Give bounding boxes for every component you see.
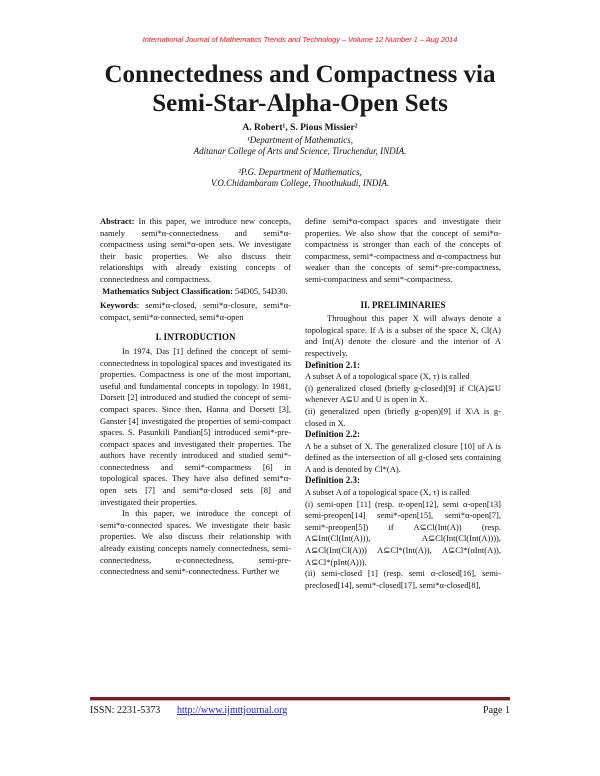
paragraph: (ii) generalized open (briefly g-open)[9] if X\A is g-closed in X. xyxy=(305,405,501,428)
paragraph: Throughout this paper X will always denote a topological space. If A is a subset of the space X, Cl(A) and Int(A) denote the closure and the interior of A respectively. xyxy=(305,313,501,358)
paragraph: A subset A of a topological space (X, τ) is called xyxy=(305,487,470,498)
paragraph: A be a subset of X. The generalized closure [10] of A is defined as the intersection of all g-closed sets containing A and is denoted by Cl*(A). xyxy=(305,440,501,474)
page-number: Page 1 xyxy=(483,705,510,716)
paragraph: A subset A of a topological space (X, τ) is called xyxy=(305,371,470,382)
definition-heading: Definition 2.2: xyxy=(305,429,360,440)
abstract xyxy=(100,216,291,286)
affiliation: ¹Department of Mathematics, xyxy=(247,134,353,145)
author-names: A. Robert¹, S. Pious Missier² xyxy=(242,123,358,133)
msc-text: 54D05, 54D30. xyxy=(232,285,288,296)
definition-heading: Definition 2.1: xyxy=(305,359,360,370)
left-column xyxy=(100,216,291,578)
msc-label: Mathematics Subject Classification: xyxy=(102,285,233,296)
section-heading: II. PRELIMINARIES xyxy=(360,299,446,310)
title-line: Connectedness and Compactness via xyxy=(104,61,496,88)
paper-title xyxy=(0,60,600,118)
paragraph: (i) semi-open [11] (resp. α-open[12], semi α-open[13] semi-preopen[14] semi*-open[15], semi*α-open[7], semi*-preopen[5]) if A⊆Cl(Int(A)) (resp. A⊆Int(Cl(Int(A))), A⊆Cl(Int(Cl(Int(A)))), A⊆Cl(Int(Cl(A))) A⊆Cl*(Int(A)), A⊆Cl*(αInt(A)), A⊆Cl*(pInt(A))). xyxy=(305,498,501,567)
title-line: Semi-Star-Alpha-Open Sets xyxy=(152,90,448,117)
paragraph: (ii) semi-closed [1] (resp. semi α-closed[16], semi-preclosed[14], semi*-closed[17], semi*α-closed[8], xyxy=(305,568,501,590)
abstract-text: In this paper, we introduce new concepts, namely semi*α-connectedness and semi*α-compactness using semi*α-open sets. We investigate their basic properties. We also discuss their relationships with already existing concepts of connectedness and compactness. xyxy=(100,216,291,284)
right-column xyxy=(305,216,501,591)
paragraph: In this paper, we introduce the concept of semi*α-connected spaces. We investigate their basic properties. We also discuss their relationship with already existing concepts namely connectedness, semi-connectedness, α-connectedness, semi-pre-connectedness and semi*-connectedness. Further we xyxy=(100,508,291,577)
affiliation: Aditanar College of Arts and Science, Tiruchendur, INDIA. xyxy=(193,146,407,156)
msc xyxy=(100,286,291,298)
paragraph: (i) generalized closed (briefly g-closed)[9] if Cl(A)⊆U whenever A⊆U and U is open in X. xyxy=(305,382,501,405)
definition-heading: Definition 2.3: xyxy=(305,475,360,486)
keywords-text: : semi*α-closed, semi*α-closure, semi*α-compact, semi*α-connected, semi*α-open xyxy=(100,300,291,322)
footer-rule-shadow xyxy=(90,700,510,701)
affiliation: ²P.G. Department of Mathematics, xyxy=(238,166,362,177)
paragraph: In 1974, Das [1] defined the concept of semi-connectedness in topological spaces and investigated its properties. Compactness is one of the most important, useful and fundamental concepts in topology. In 1981, Dorsett [2] introduced and studied the concept of semi-compact spaces. Since then, Hanna and Dorsett [3], Ganster [4] investigated the properties of semi-compact spaces. S. Pasunkili Pandian[5] introduced semi*-pre-compact spaces and investigated their properties. The authors have recently introduced and studied semi*-connectedness and semi*-compactness [6] in topological spaces. They have also defined semi*α-open sets [7] and semi*α-closed sets [8] and investigated their properties. xyxy=(100,345,291,507)
journal-link[interactable]: http://www.ijmttjournal.org xyxy=(177,705,288,716)
keywords-label: Keywords xyxy=(100,300,137,311)
affiliation: V.O.Chidambaram College, Thoothukudi, INDIA. xyxy=(210,178,390,188)
authors-block xyxy=(0,122,600,190)
abstract-label: Abstract: xyxy=(100,216,135,226)
paragraph: define semi*α-compact spaces and investigate their properties. We also show that the concept of semi*α-compactness is stronger than each of the concepts of compactness, semi*-compactness and α-compactness but weaker than the concepts of semi*-pre-compactness, semi-compactness and semi*-compactness. xyxy=(305,216,501,284)
keywords xyxy=(100,300,291,323)
issn: ISSN: 2231-5373 xyxy=(90,705,161,716)
section-heading: I. INTRODUCTION xyxy=(155,332,236,343)
journal-header: International Journal of Mathematics Trends and Technology – Volume 12 Number 1 – Aug 2014 xyxy=(142,35,458,44)
